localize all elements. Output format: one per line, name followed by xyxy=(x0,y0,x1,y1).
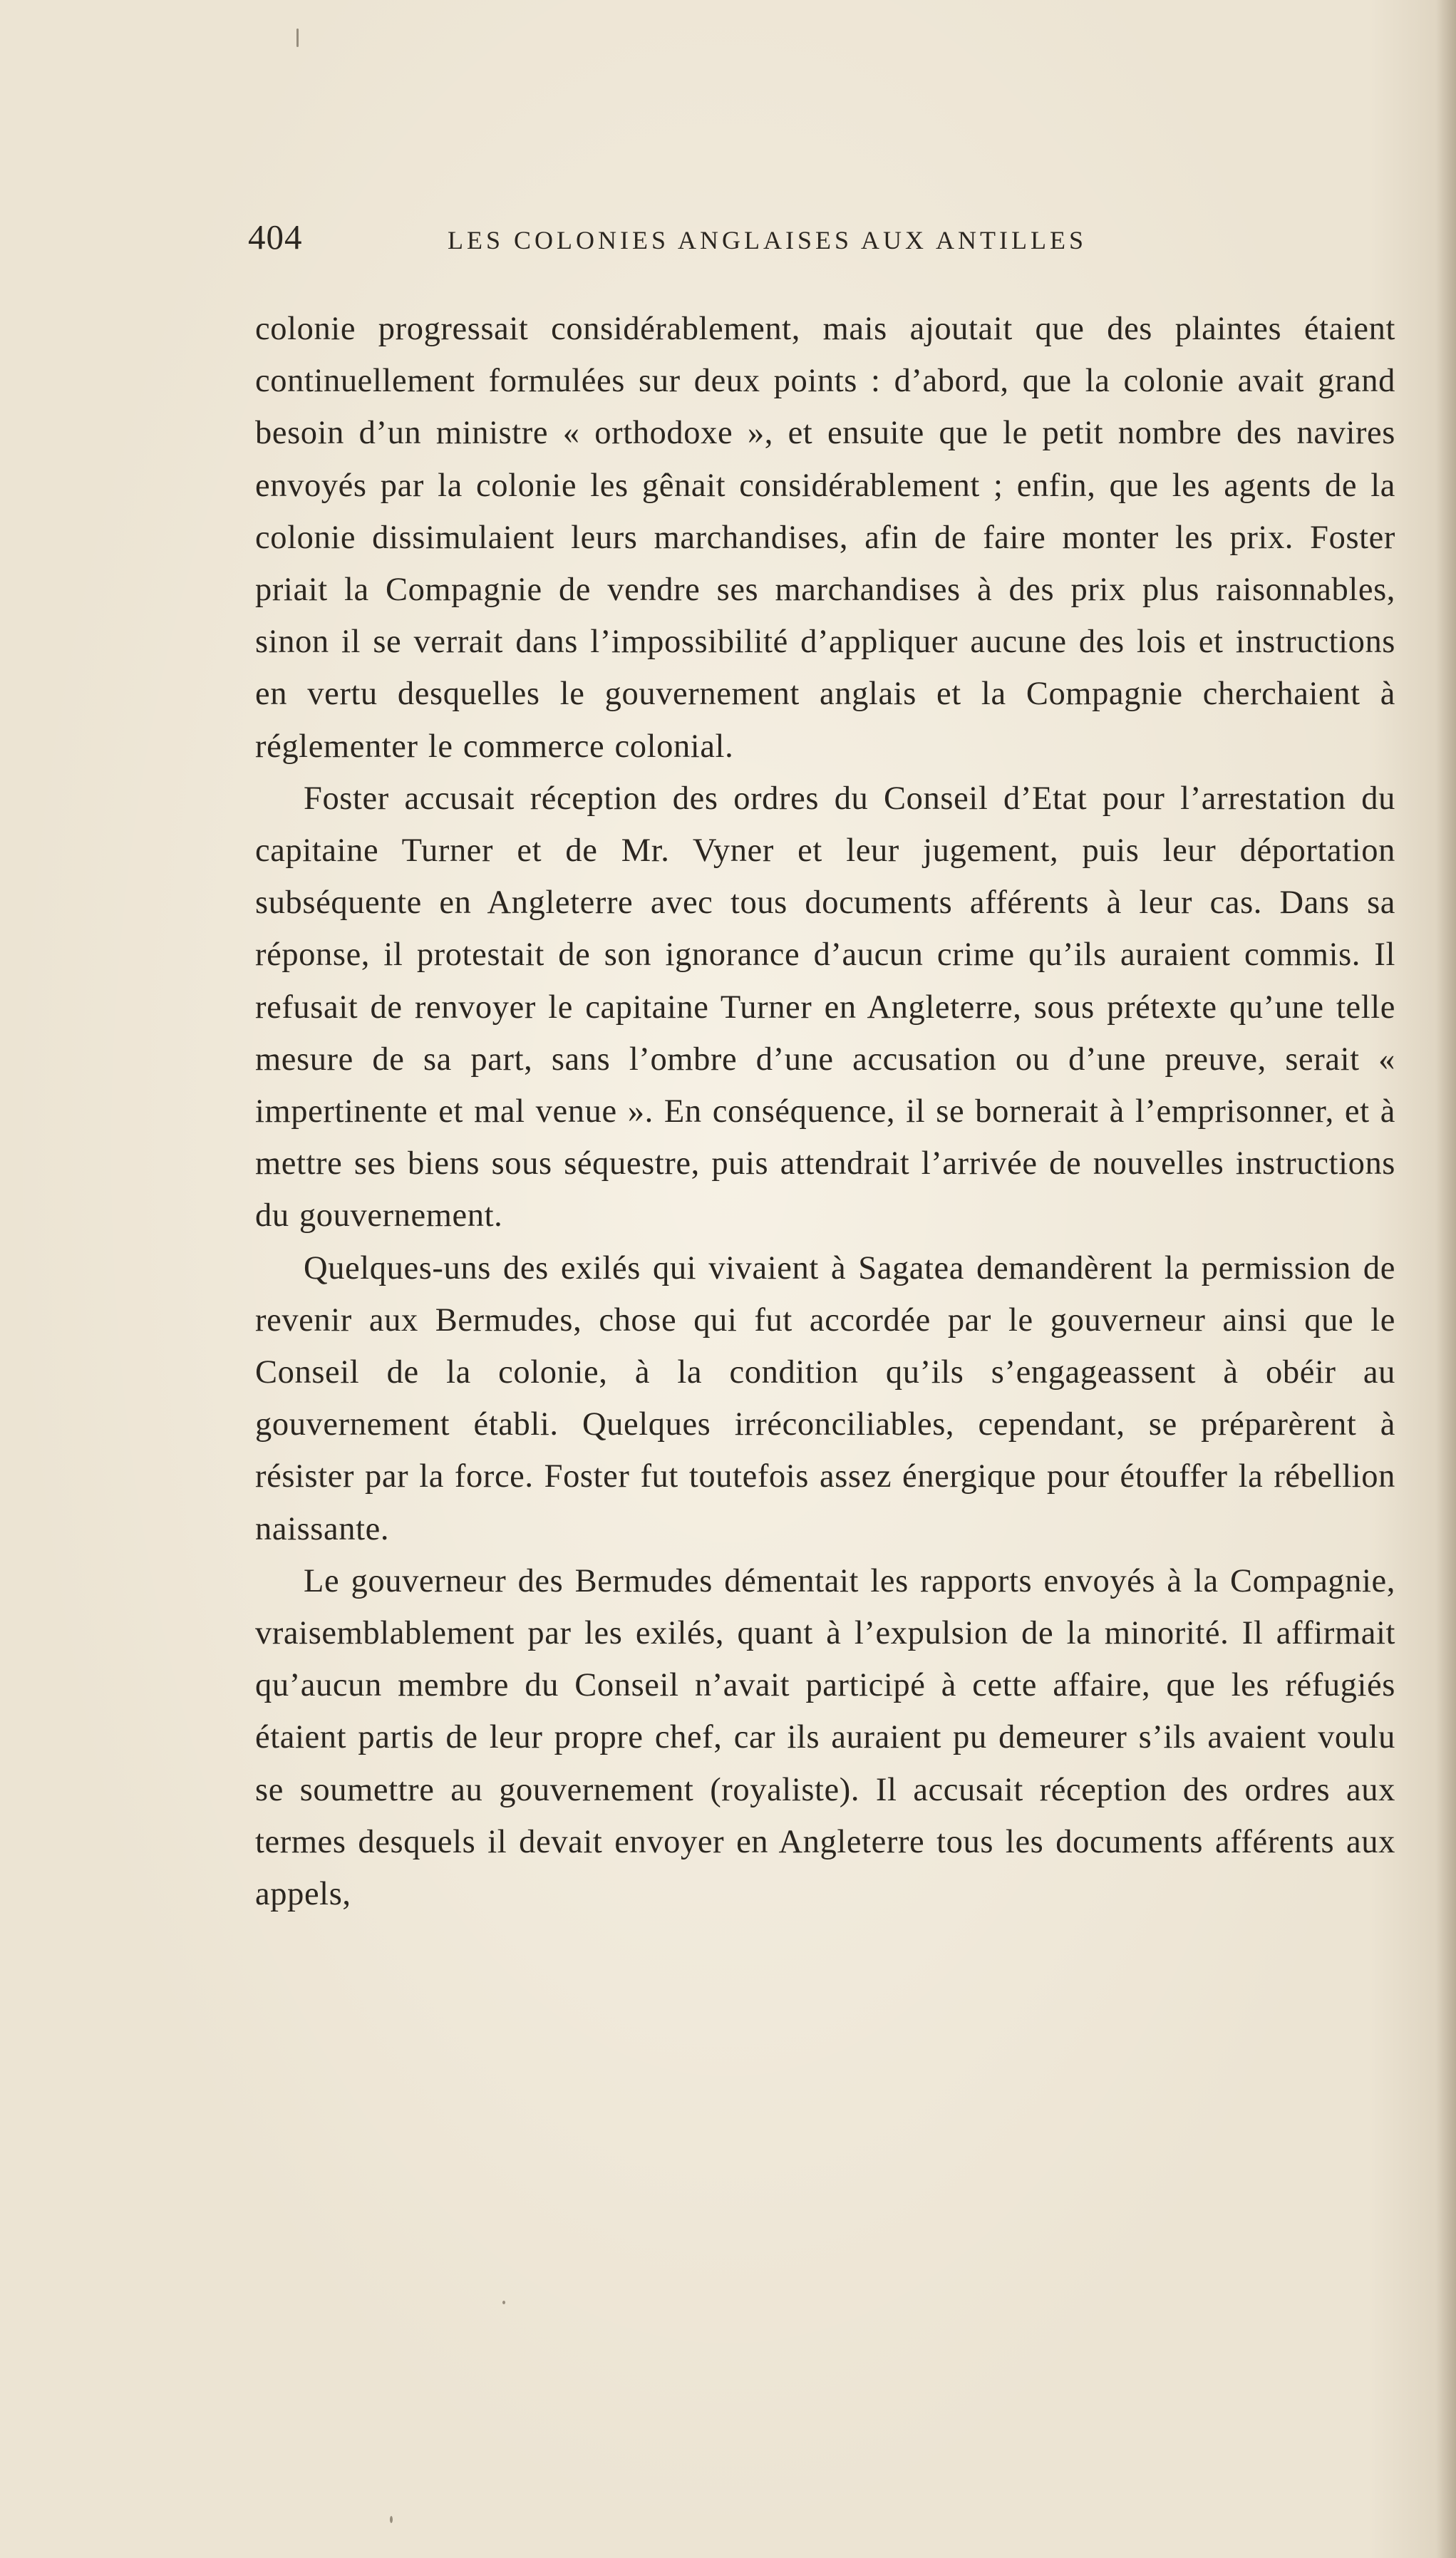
running-head: LES COLONIES ANGLAISES AUX ANTILLES xyxy=(448,226,1088,254)
body-text xyxy=(255,303,1395,1920)
paragraph: Le gouverneur des Bermudes démentait les rapports envoyés à la Compagnie, vraisemblablement par les exilés, quant à l’expulsion de la minorité. Il affirmait qu’aucun membre du Conseil n’avait participé à cette affaire, que les réfugiés étaient partis de leur propre chef, car ils auraient pu demeurer s’ils avaient voulu se soumettre au gouvernement (royaliste). Il accusait réception des ordres aux termes desquels il devait envoyer en Angleterre tous les documents afférents aux appels, xyxy=(255,1562,1395,1913)
page-edge-shadow xyxy=(1436,0,1456,2558)
page-number: 404 xyxy=(248,217,303,257)
paragraph: colonie progressait considérablement, mais ajoutait que des plaintes étaient continuellement formulées sur deux points : d’abord, que la colonie avait grand besoin d’un ministre « orthodoxe », et ensuite que le petit nombre des navires envoyés par la colonie les gênait considérablement ; enfin, que les agents de la colonie dissimulaient leurs marchandises, afin de faire monter les prix. Foster priait la Compagnie de vendre ses marchandises à des prix plus raisonnables, sinon il se verrait dans l’impossibilité d’appliquer aucune des lois et instructions en vertu desquelles le gouvernement anglais et la Compagnie cherchaient à réglementer le commerce colonial. xyxy=(255,311,1395,765)
page-header xyxy=(248,214,1395,271)
paragraph: Quelques-uns des exilés qui vivaient à Sagatea demandèrent la permission de revenir aux Bermudes, chose qui fut accordée par le gouverneur ainsi que le Conseil de la colonie, à la condition qu’ils s’engageassent à obéir au gouvernement établi. Quelques irréconciliables, cependant, se préparèrent à résister par la force. Foster fut toutefois assez énergique pour étouffer la rébellion naissante. xyxy=(255,1249,1395,1547)
paper-speck xyxy=(296,29,299,47)
paper-speck xyxy=(502,2301,505,2304)
paragraph: Foster accusait réception des ordres du Conseil d’Etat pour l’arrestation du capitaine Turner et de Mr. Vyner et leur jugement, puis leur déportation subséquente en Angleterre avec tous documents afférents à leur cas. Dans sa réponse, il protestait de son ignorance d’aucun crime qu’ils auraient commis. Il refusait de renvoyer le capitaine Turner en Angleterre, sous prétexte qu’une telle mesure de sa part, sans l’ombre d’une accusation ou d’une preuve, serait « impertinente et mal venue ». En conséquence, il se bornerait à l’emprisonner, et à mettre ses biens sous séquestre, puis attendrait l’arrivée de nouvelles instructions du gouvernement. xyxy=(255,780,1395,1234)
paper-speck xyxy=(390,2516,393,2523)
